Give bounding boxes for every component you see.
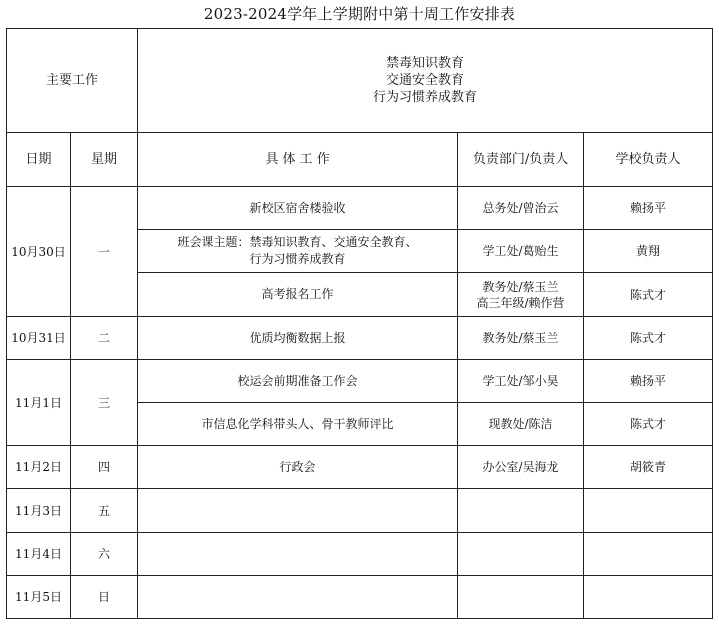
header-row xyxy=(7,133,713,187)
date-cell: 11月1日 xyxy=(7,360,71,446)
main-work-item: 行为习惯养成教育 xyxy=(373,90,478,105)
leader-cell: 陈式才 xyxy=(584,273,713,317)
dept-cell xyxy=(458,576,584,619)
table-row xyxy=(7,576,713,619)
task-cell: 优质均衡数据上报 xyxy=(138,317,458,360)
leader-cell: 赖扬平 xyxy=(584,187,713,230)
header-weekday: 星期 xyxy=(71,133,138,187)
dept-line: 教务处/蔡玉兰 xyxy=(482,279,559,294)
date-cell: 10月31日 xyxy=(7,317,71,360)
leader-cell: 陈式才 xyxy=(584,317,713,360)
task-cell xyxy=(138,533,458,576)
date-cell: 10月30日 xyxy=(7,187,71,317)
task-cell xyxy=(138,576,458,619)
header-leader: 学校负责人 xyxy=(584,133,713,187)
weekday-cell: 日 xyxy=(71,576,138,619)
leader-cell: 胡筱青 xyxy=(584,446,713,489)
header-date: 日期 xyxy=(7,133,71,187)
leader-cell: 陈式才 xyxy=(584,403,713,446)
main-work-label: 主要工作 xyxy=(7,29,138,133)
dept-cell xyxy=(458,533,584,576)
task-cell xyxy=(138,489,458,533)
page-title: 2023-2024学年上学期附中第十周工作安排表 xyxy=(203,5,516,23)
dept-cell: 学工处/葛贻生 xyxy=(458,230,584,273)
leader-cell xyxy=(584,489,713,533)
task-cell: 市信息化学科带头人、骨干教师评比 xyxy=(138,403,458,446)
weekday-cell: 一 xyxy=(71,187,138,317)
date-cell: 11月5日 xyxy=(7,576,71,619)
dept-cell: 现教处/陈洁 xyxy=(458,403,584,446)
task-cell: 校运会前期准备工作会 xyxy=(138,360,458,403)
task-line: 班会课主题：禁毒知识教育、交通安全教育、 xyxy=(177,235,418,249)
task-cell: 新校区宿舍楼验收 xyxy=(138,187,458,230)
table-row xyxy=(7,317,713,360)
weekday-cell: 六 xyxy=(71,533,138,576)
schedule-table xyxy=(6,28,713,619)
table-row xyxy=(7,187,713,230)
date-cell: 11月3日 xyxy=(7,489,71,533)
task-line: 行为习惯养成教育 xyxy=(249,252,346,266)
weekday-cell: 三 xyxy=(71,360,138,446)
date-cell: 11月2日 xyxy=(7,446,71,489)
weekday-cell: 二 xyxy=(71,317,138,360)
dept-cell: 教务处/蔡玉兰 xyxy=(458,317,584,360)
main-work-row xyxy=(7,29,713,133)
table-row xyxy=(7,360,713,403)
leader-cell: 黄翔 xyxy=(584,230,713,273)
table-row xyxy=(7,489,713,533)
dept-line: 高三年级/赖作营 xyxy=(476,295,565,310)
leader-cell: 赖扬平 xyxy=(584,360,713,403)
main-work-items xyxy=(138,29,713,133)
task-cell: 高考报名工作 xyxy=(138,273,458,317)
main-work-item: 交通安全教育 xyxy=(386,73,465,88)
leader-cell xyxy=(584,533,713,576)
leader-cell xyxy=(584,576,713,619)
task-cell xyxy=(138,230,458,273)
dept-cell xyxy=(458,489,584,533)
dept-cell: 学工处/邹小昊 xyxy=(458,360,584,403)
table-row xyxy=(7,446,713,489)
task-cell: 行政会 xyxy=(138,446,458,489)
dept-cell xyxy=(458,273,584,317)
table-row xyxy=(7,533,713,576)
dept-cell: 总务处/曾治云 xyxy=(458,187,584,230)
date-cell: 11月4日 xyxy=(7,533,71,576)
weekday-cell: 五 xyxy=(71,489,138,533)
header-task: 具 体 工 作 xyxy=(138,133,458,187)
dept-cell: 办公室/吴海龙 xyxy=(458,446,584,489)
weekday-cell: 四 xyxy=(71,446,138,489)
header-dept: 负责部门/负责人 xyxy=(458,133,584,187)
main-work-item: 禁毒知识教育 xyxy=(386,56,465,71)
